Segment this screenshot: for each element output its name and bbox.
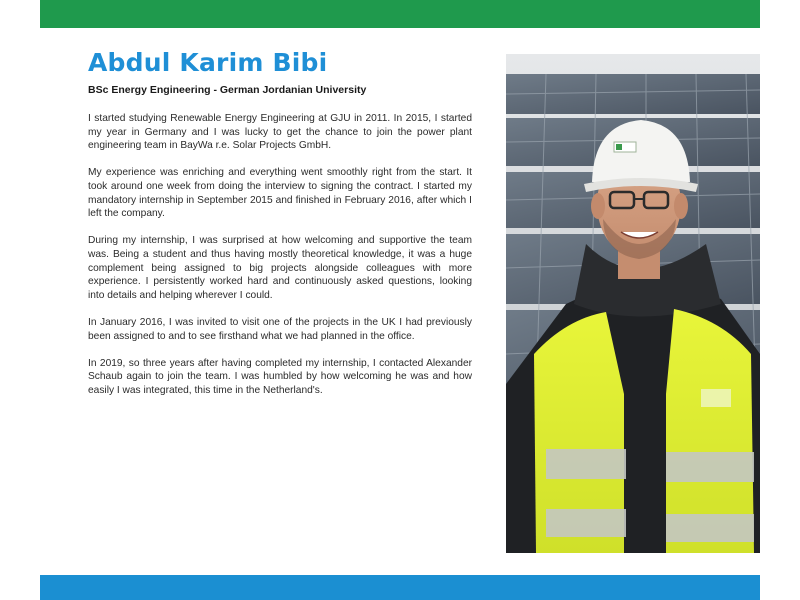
bio-paragraph: In 2019, so three years after having completed my internship, I contacted Alexander Schaub again to join the team. I was humbled by how welcoming he was and how easily I was integrated, this time in the Netherland's. bbox=[88, 357, 472, 396]
portrait-illustration bbox=[506, 54, 760, 553]
bio-paragraph: My experience was enriching and everything went smoothly right from the start. It took around one week from doing the interview to signing the contract. I started my mandatory internship in September 2015 and finished in February 2016, after which I left the company. bbox=[88, 167, 472, 220]
bottom-blue-bar bbox=[40, 575, 760, 600]
bio-paragraph: I started studying Renewable Energy Engineering at GJU in 2011. In 2015, I started my year in Germany and I was lucky to get the chance to join the power plant engineering team in BayWa r.e. Solar Projects GmbH. bbox=[88, 113, 472, 152]
person-name: Abdul Karim Bibi bbox=[88, 48, 328, 77]
degree-line: BSc Energy Engineering - German Jordanian University bbox=[88, 84, 367, 96]
top-green-bar bbox=[40, 0, 760, 28]
bio-paragraph: During my internship, I was surprised at how welcoming and supportive the team was. Being a student and thus having mostly theoretical knowledge, it was a huge complement being assigned to big projects alongside colleagues with more experience. I persistently worked hard and continuously asked questions, looking into details and helping wherever I could. bbox=[88, 235, 472, 301]
bio-paragraph: In January 2016, I was invited to visit one of the projects in the UK I had previously been assigned to and to see firsthand what we had planned in the office. bbox=[88, 316, 472, 342]
bio-text bbox=[88, 112, 472, 411]
portrait-photo bbox=[506, 54, 760, 553]
